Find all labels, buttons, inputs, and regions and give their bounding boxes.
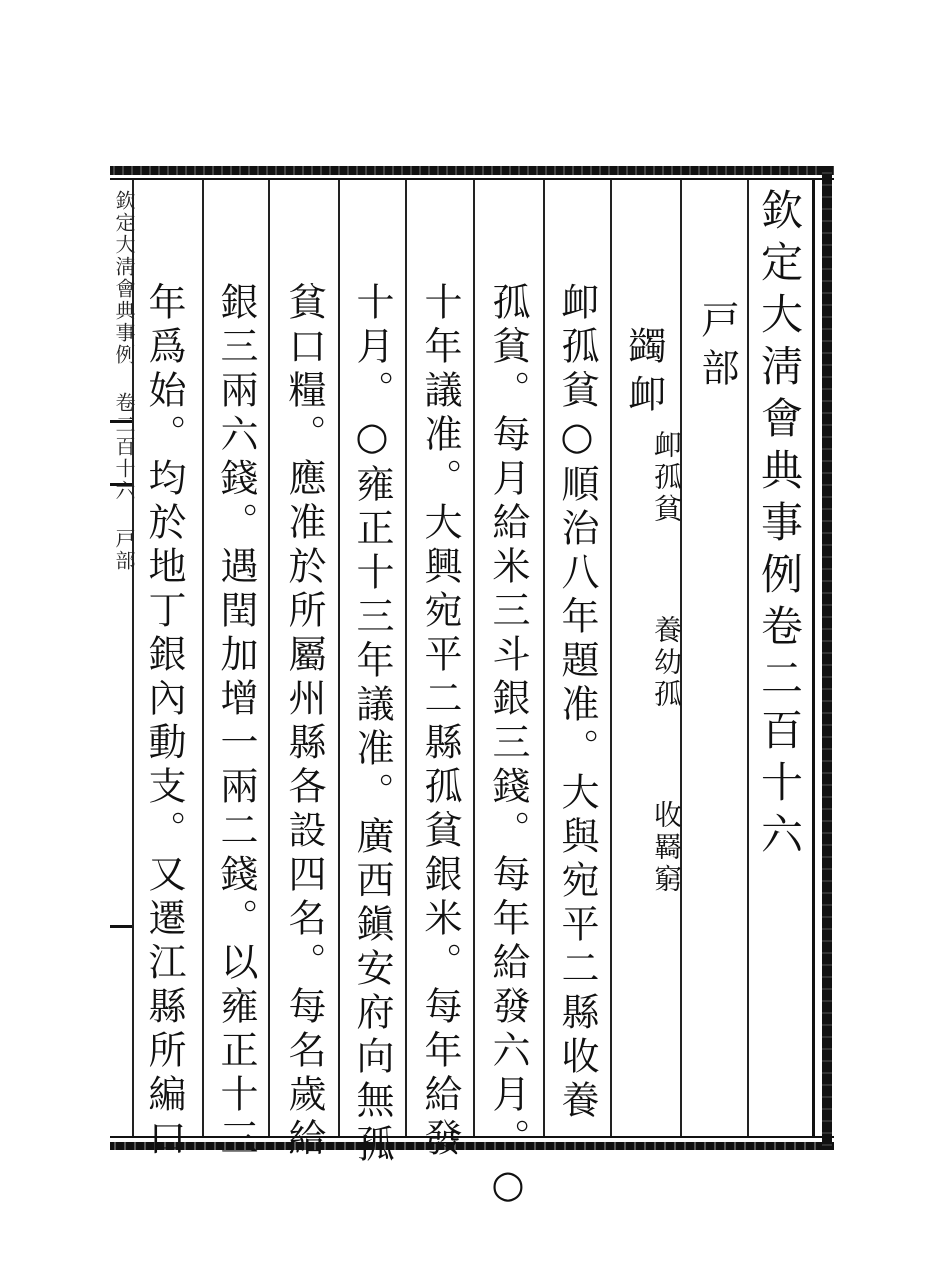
column-divider: [610, 180, 612, 1136]
text-column: 孤貧。每月給米三斗銀三錢。每年給發六月。○: [486, 282, 530, 1212]
page-title: 欽定大淸會典事例卷二百十六: [755, 188, 804, 864]
text-column: 銀三兩六錢。遇閏加增一兩二錢。以雍正十三: [214, 282, 258, 1162]
column-divider: [268, 180, 270, 1136]
department-heading: 戸部: [695, 300, 739, 396]
column-divider: [405, 180, 407, 1136]
subsection-item: 養幼孤: [650, 615, 683, 711]
column-divider: [747, 180, 749, 1136]
text-column: 年爲始。均於地丁銀內動支。又遷江縣所編口: [142, 282, 186, 1162]
section-heading: 蠲卹: [622, 326, 666, 422]
margin-label: 欽定大淸會典事例 卷二百十六 戸部: [112, 190, 136, 572]
subsection-item: 卹孤貧: [650, 430, 683, 526]
text-column: 貧口糧。應准於所屬州縣各設四名。每名歲給: [282, 282, 326, 1162]
text-column: 十月。○雍正十三年議准。廣西鎭安府向無孤: [350, 282, 394, 1168]
frame-right-inner-line: [812, 178, 815, 1138]
subsection-item: 收羇窮: [650, 800, 683, 896]
text-column: 十年議准。大興宛平二縣孤貧銀米。每年給發: [418, 282, 462, 1162]
column-divider: [202, 180, 204, 1136]
column-divider: [543, 180, 545, 1136]
folio-mark: [110, 925, 132, 928]
frame-top-border: [110, 166, 834, 175]
text-column: 卹孤貧○順治八年題准。大與宛平二縣收養: [555, 282, 599, 1124]
column-divider: [473, 180, 475, 1136]
fishtail-mark: [110, 420, 132, 486]
column-divider: [338, 180, 340, 1136]
frame-right-border: [822, 166, 832, 1150]
frame-top-inner-line: [110, 178, 834, 180]
